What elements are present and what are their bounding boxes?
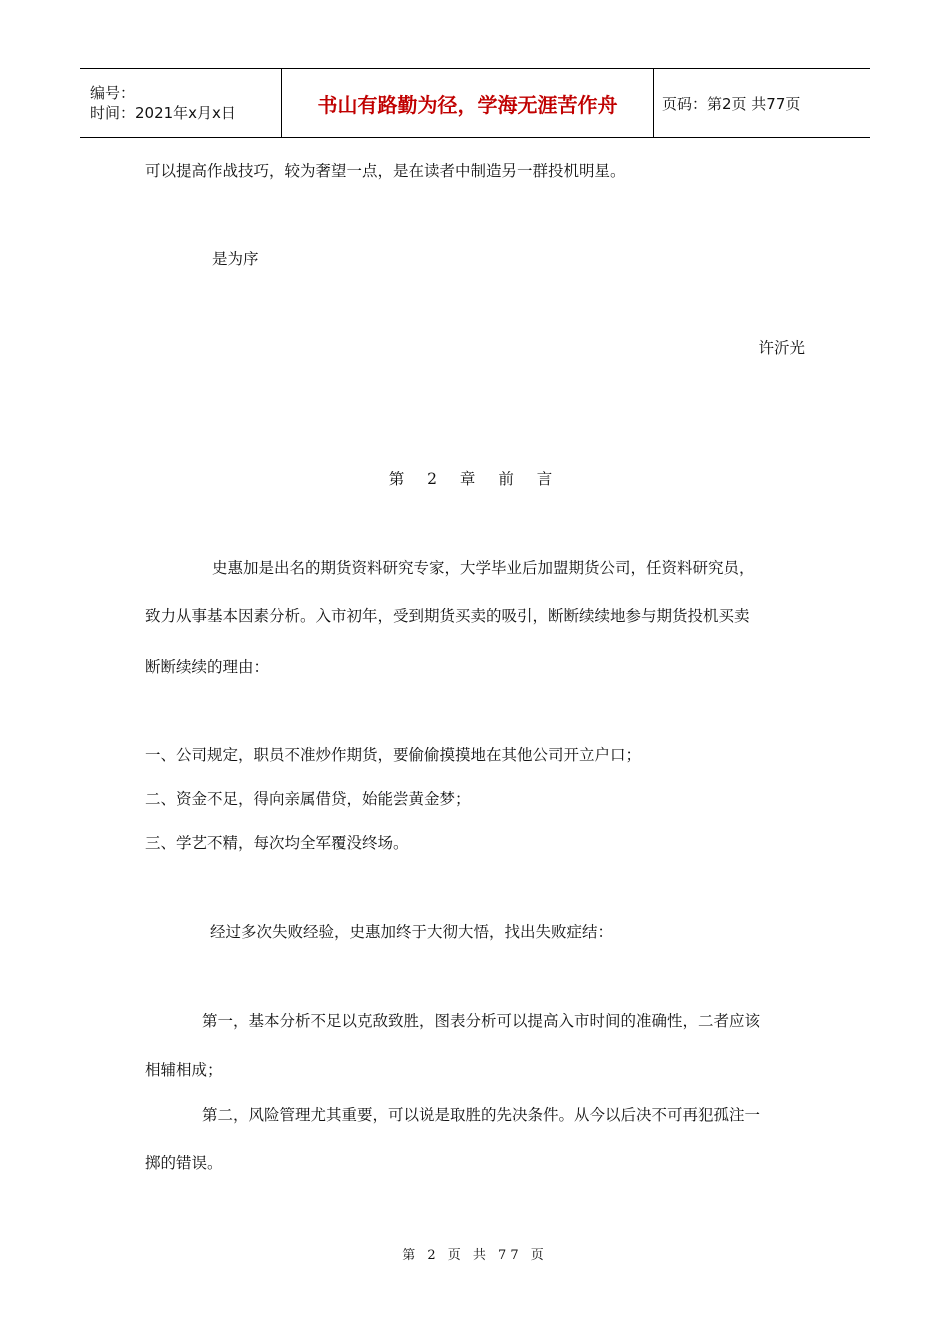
document-number-label: 编号： [90,84,136,102]
preface-closing: 是为序 [212,250,259,268]
list-item-3: 三、学艺不精，每次均全军覆没终场。 [145,834,409,852]
paragraph-2: 经过多次失败经验，史惠加终于大彻大悟，找出失败症结： [210,923,614,941]
motto-text: 书山有路勤为径，学海无涯苦作舟 [317,92,618,117]
preface-signature: 许沂光 [758,339,805,357]
paragraph-4-line-2: 掷的错误。 [145,1154,223,1172]
header-motto [282,69,654,137]
paragraph-1-line-2: 致力从事基本因素分析。入市初年，受到期货买卖的吸引，断断续续地参与期货投机买卖 [145,607,750,625]
list-item-1: 一、公司规定，职员不准炒作期货，要偷偷摸摸地在其他公司开立户口； [145,746,642,764]
paragraph-1-line-3: 断断续续的理由： [145,658,270,676]
paragraph-1-line-1: 史惠加是出名的期货资料研究专家，大学毕业后加盟期货公司，任资料研究员， [212,559,755,577]
page-header [80,68,870,138]
paragraph-3-line-2: 相辅相成； [145,1061,223,1079]
paragraph-4-line-1: 第二，风险管理尤其重要，可以说是取胜的先决条件。从今以后决不可再犯孤注一 [202,1106,761,1124]
chapter-title: 第 2 章 前 言 [388,470,562,488]
list-item-2: 二、资金不足，得向亲属借贷，始能尝黄金梦； [145,790,471,808]
paragraph-3-line-1: 第一，基本分析不足以克敌致胜，图表分析可以提高入市时间的准确性，二者应该 [202,1012,761,1030]
header-page-info [654,69,870,137]
document-date: 时间：2021年x月x日 [90,104,236,122]
page-info-text: 页码：第2页 共77页 [662,94,801,113]
header-meta [80,69,282,137]
page-footer: 第 2 页 共 77 页 [402,1248,548,1263]
paragraph-intro-tail: 可以提高作战技巧，较为奢望一点，是在读者中制造另一群投机明星。 [145,162,626,180]
